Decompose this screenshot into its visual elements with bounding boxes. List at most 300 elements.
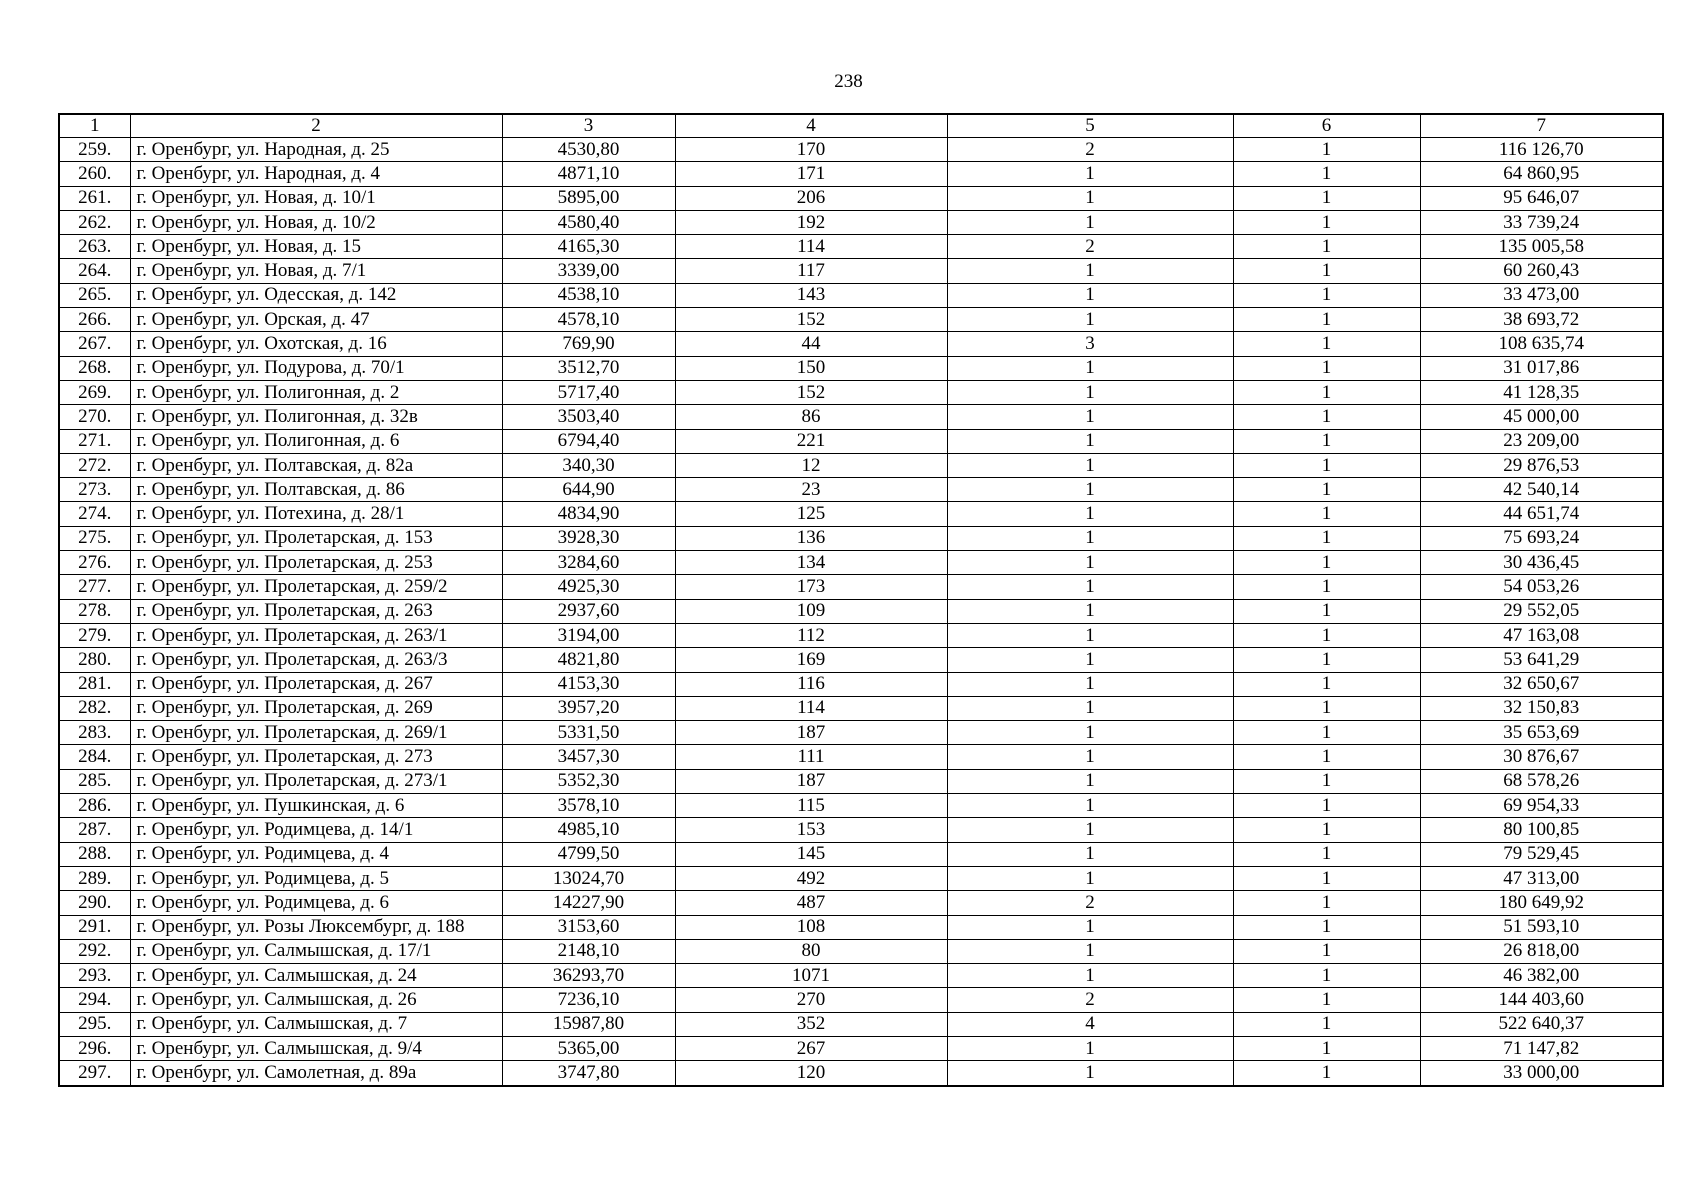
cell-col-flag: 1	[1233, 745, 1420, 769]
cell-col-area: 5331,50	[502, 721, 675, 745]
cell-col-flag: 1	[1233, 259, 1420, 283]
cell-col-residents: 109	[675, 599, 947, 623]
cell-col-amount: 29 552,05	[1420, 599, 1663, 623]
cell-col-residents: 114	[675, 696, 947, 720]
cell-col-number: 290.	[59, 891, 130, 915]
cell-col-flag: 1	[1233, 283, 1420, 307]
cell-col-address: г. Оренбург, ул. Полигонная, д. 2	[130, 380, 502, 404]
cell-col-area: 4821,80	[502, 648, 675, 672]
cell-col-residents: 270	[675, 988, 947, 1012]
cell-col-count: 1	[947, 308, 1233, 332]
cell-col-address: г. Оренбург, ул. Новая, д. 10/2	[130, 210, 502, 234]
cell-col-count: 1	[947, 648, 1233, 672]
cell-col-count: 1	[947, 842, 1233, 866]
cell-col-amount: 26 818,00	[1420, 939, 1663, 963]
cell-col-flag: 1	[1233, 138, 1420, 162]
cell-col-amount: 47 313,00	[1420, 866, 1663, 890]
cell-col-flag: 1	[1233, 842, 1420, 866]
cell-col-flag: 1	[1233, 696, 1420, 720]
cell-col-amount: 29 876,53	[1420, 453, 1663, 477]
cell-col-number: 295.	[59, 1012, 130, 1036]
cell-col-number: 260.	[59, 162, 130, 186]
cell-col-area: 5365,00	[502, 1036, 675, 1060]
cell-col-area: 4538,10	[502, 283, 675, 307]
cell-col-count: 1	[947, 186, 1233, 210]
cell-col-amount: 32 150,83	[1420, 696, 1663, 720]
cell-col-flag: 1	[1233, 332, 1420, 356]
cell-col-amount: 30 436,45	[1420, 551, 1663, 575]
cell-col-count: 1	[947, 551, 1233, 575]
cell-col-address: г. Оренбург, ул. Пролетарская, д. 273	[130, 745, 502, 769]
cell-col-residents: 116	[675, 672, 947, 696]
cell-col-area: 4580,40	[502, 210, 675, 234]
table-row	[59, 866, 1663, 890]
cell-col-area: 4153,30	[502, 672, 675, 696]
cell-col-count: 1	[947, 745, 1233, 769]
cell-col-address: г. Оренбург, ул. Салмышская, д. 7	[130, 1012, 502, 1036]
cell-col-residents: 187	[675, 769, 947, 793]
header-col-count: 5	[947, 114, 1233, 138]
table-row	[59, 429, 1663, 453]
cell-col-address: г. Оренбург, ул. Пролетарская, д. 273/1	[130, 769, 502, 793]
cell-col-area: 36293,70	[502, 964, 675, 988]
cell-col-residents: 153	[675, 818, 947, 842]
cell-col-amount: 23 209,00	[1420, 429, 1663, 453]
cell-col-residents: 115	[675, 794, 947, 818]
cell-col-amount: 38 693,72	[1420, 308, 1663, 332]
cell-col-count: 1	[947, 915, 1233, 939]
cell-col-flag: 1	[1233, 380, 1420, 404]
cell-col-area: 3747,80	[502, 1061, 675, 1086]
cell-col-address: г. Оренбург, ул. Пролетарская, д. 263	[130, 599, 502, 623]
cell-col-flag: 1	[1233, 672, 1420, 696]
cell-col-address: г. Оренбург, ул. Одесская, д. 142	[130, 283, 502, 307]
cell-col-area: 769,90	[502, 332, 675, 356]
cell-col-number: 272.	[59, 453, 130, 477]
cell-col-amount: 32 650,67	[1420, 672, 1663, 696]
table-row	[59, 794, 1663, 818]
cell-col-area: 4530,80	[502, 138, 675, 162]
cell-col-area: 4985,10	[502, 818, 675, 842]
housing-table	[58, 113, 1664, 1087]
cell-col-flag: 1	[1233, 648, 1420, 672]
table-row	[59, 551, 1663, 575]
table-row	[59, 915, 1663, 939]
cell-col-flag: 1	[1233, 794, 1420, 818]
cell-col-flag: 1	[1233, 915, 1420, 939]
cell-col-amount: 42 540,14	[1420, 478, 1663, 502]
cell-col-residents: 187	[675, 721, 947, 745]
cell-col-residents: 152	[675, 380, 947, 404]
cell-col-number: 280.	[59, 648, 130, 672]
cell-col-count: 1	[947, 478, 1233, 502]
table-row	[59, 259, 1663, 283]
cell-col-flag: 1	[1233, 1012, 1420, 1036]
cell-col-number: 266.	[59, 308, 130, 332]
cell-col-number: 294.	[59, 988, 130, 1012]
cell-col-count: 1	[947, 162, 1233, 186]
table-row	[59, 138, 1663, 162]
cell-col-amount: 80 100,85	[1420, 818, 1663, 842]
cell-col-address: г. Оренбург, ул. Новая, д. 7/1	[130, 259, 502, 283]
cell-col-amount: 116 126,70	[1420, 138, 1663, 162]
cell-col-number: 263.	[59, 235, 130, 259]
cell-col-area: 4165,30	[502, 235, 675, 259]
cell-col-residents: 86	[675, 405, 947, 429]
cell-col-count: 2	[947, 138, 1233, 162]
cell-col-amount: 41 128,35	[1420, 380, 1663, 404]
table-body	[59, 138, 1663, 1086]
cell-col-count: 1	[947, 405, 1233, 429]
cell-col-residents: 206	[675, 186, 947, 210]
table-row	[59, 964, 1663, 988]
cell-col-address: г. Оренбург, ул. Пролетарская, д. 259/2	[130, 575, 502, 599]
cell-col-amount: 69 954,33	[1420, 794, 1663, 818]
cell-col-address: г. Оренбург, ул. Полигонная, д. 32в	[130, 405, 502, 429]
cell-col-residents: 150	[675, 356, 947, 380]
cell-col-number: 285.	[59, 769, 130, 793]
cell-col-amount: 60 260,43	[1420, 259, 1663, 283]
cell-col-number: 269.	[59, 380, 130, 404]
cell-col-number: 279.	[59, 623, 130, 647]
cell-col-residents: 112	[675, 623, 947, 647]
cell-col-number: 262.	[59, 210, 130, 234]
cell-col-address: г. Оренбург, ул. Народная, д. 25	[130, 138, 502, 162]
cell-col-address: г. Оренбург, ул. Родимцева, д. 4	[130, 842, 502, 866]
cell-col-residents: 114	[675, 235, 947, 259]
cell-col-area: 5352,30	[502, 769, 675, 793]
cell-col-area: 6794,40	[502, 429, 675, 453]
cell-col-address: г. Оренбург, ул. Пролетарская, д. 253	[130, 551, 502, 575]
cell-col-number: 289.	[59, 866, 130, 890]
cell-col-address: г. Оренбург, ул. Полтавская, д. 82а	[130, 453, 502, 477]
cell-col-residents: 80	[675, 939, 947, 963]
cell-col-address: г. Оренбург, ул. Орская, д. 47	[130, 308, 502, 332]
cell-col-area: 2148,10	[502, 939, 675, 963]
cell-col-number: 288.	[59, 842, 130, 866]
cell-col-amount: 68 578,26	[1420, 769, 1663, 793]
table-row	[59, 818, 1663, 842]
cell-col-flag: 1	[1233, 818, 1420, 842]
cell-col-number: 274.	[59, 502, 130, 526]
cell-col-residents: 492	[675, 866, 947, 890]
cell-col-amount: 79 529,45	[1420, 842, 1663, 866]
table-row	[59, 696, 1663, 720]
cell-col-amount: 33 000,00	[1420, 1061, 1663, 1086]
cell-col-flag: 1	[1233, 988, 1420, 1012]
cell-col-flag: 1	[1233, 866, 1420, 890]
table-row	[59, 648, 1663, 672]
cell-col-flag: 1	[1233, 502, 1420, 526]
cell-col-residents: 267	[675, 1036, 947, 1060]
cell-col-amount: 53 641,29	[1420, 648, 1663, 672]
cell-col-count: 1	[947, 721, 1233, 745]
cell-col-amount: 44 651,74	[1420, 502, 1663, 526]
cell-col-count: 1	[947, 429, 1233, 453]
cell-col-flag: 1	[1233, 405, 1420, 429]
cell-col-area: 3457,30	[502, 745, 675, 769]
cell-col-flag: 1	[1233, 453, 1420, 477]
cell-col-amount: 95 646,07	[1420, 186, 1663, 210]
cell-col-address: г. Оренбург, ул. Салмышская, д. 24	[130, 964, 502, 988]
cell-col-residents: 125	[675, 502, 947, 526]
cell-col-flag: 1	[1233, 162, 1420, 186]
cell-col-number: 287.	[59, 818, 130, 842]
table-row	[59, 332, 1663, 356]
cell-col-address: г. Оренбург, ул. Родимцева, д. 6	[130, 891, 502, 915]
cell-col-flag: 1	[1233, 721, 1420, 745]
cell-col-count: 1	[947, 672, 1233, 696]
cell-col-flag: 1	[1233, 235, 1420, 259]
cell-col-area: 3503,40	[502, 405, 675, 429]
cell-col-flag: 1	[1233, 964, 1420, 988]
cell-col-flag: 1	[1233, 478, 1420, 502]
table-row	[59, 283, 1663, 307]
header-col-area: 3	[502, 114, 675, 138]
table-row	[59, 380, 1663, 404]
cell-col-flag: 1	[1233, 551, 1420, 575]
cell-col-amount: 45 000,00	[1420, 405, 1663, 429]
cell-col-residents: 12	[675, 453, 947, 477]
table-row	[59, 939, 1663, 963]
cell-col-area: 3194,00	[502, 623, 675, 647]
cell-col-flag: 1	[1233, 891, 1420, 915]
cell-col-address: г. Оренбург, ул. Пушкинская, д. 6	[130, 794, 502, 818]
cell-col-number: 276.	[59, 551, 130, 575]
cell-col-amount: 71 147,82	[1420, 1036, 1663, 1060]
cell-col-count: 1	[947, 356, 1233, 380]
cell-col-number: 259.	[59, 138, 130, 162]
cell-col-address: г. Оренбург, ул. Пролетарская, д. 269/1	[130, 721, 502, 745]
cell-col-amount: 522 640,37	[1420, 1012, 1663, 1036]
cell-col-area: 3339,00	[502, 259, 675, 283]
cell-col-count: 1	[947, 769, 1233, 793]
cell-col-area: 7236,10	[502, 988, 675, 1012]
cell-col-flag: 1	[1233, 769, 1420, 793]
table-row	[59, 308, 1663, 332]
cell-col-count: 2	[947, 891, 1233, 915]
cell-col-area: 13024,70	[502, 866, 675, 890]
table-row	[59, 745, 1663, 769]
cell-col-residents: 134	[675, 551, 947, 575]
cell-col-area: 3957,20	[502, 696, 675, 720]
table-row	[59, 891, 1663, 915]
table-row	[59, 1061, 1663, 1086]
cell-col-residents: 143	[675, 283, 947, 307]
cell-col-flag: 1	[1233, 429, 1420, 453]
cell-col-flag: 1	[1233, 939, 1420, 963]
cell-col-amount: 144 403,60	[1420, 988, 1663, 1012]
cell-col-number: 296.	[59, 1036, 130, 1060]
cell-col-address: г. Оренбург, ул. Салмышская, д. 17/1	[130, 939, 502, 963]
cell-col-count: 2	[947, 988, 1233, 1012]
cell-col-number: 282.	[59, 696, 130, 720]
cell-col-count: 1	[947, 794, 1233, 818]
cell-col-amount: 33 473,00	[1420, 283, 1663, 307]
cell-col-address: г. Оренбург, ул. Новая, д. 15	[130, 235, 502, 259]
cell-col-flag: 1	[1233, 526, 1420, 550]
cell-col-amount: 135 005,58	[1420, 235, 1663, 259]
header-col-residents: 4	[675, 114, 947, 138]
cell-col-residents: 169	[675, 648, 947, 672]
table-row	[59, 478, 1663, 502]
cell-col-area: 5895,00	[502, 186, 675, 210]
cell-col-number: 297.	[59, 1061, 130, 1086]
cell-col-number: 264.	[59, 259, 130, 283]
cell-col-address: г. Оренбург, ул. Пролетарская, д. 263/1	[130, 623, 502, 647]
cell-col-number: 268.	[59, 356, 130, 380]
cell-col-count: 1	[947, 599, 1233, 623]
cell-col-residents: 111	[675, 745, 947, 769]
table-row	[59, 235, 1663, 259]
cell-col-count: 1	[947, 575, 1233, 599]
table-row	[59, 453, 1663, 477]
cell-col-count: 1	[947, 818, 1233, 842]
cell-col-address: г. Оренбург, ул. Розы Люксембург, д. 188	[130, 915, 502, 939]
cell-col-number: 261.	[59, 186, 130, 210]
cell-col-flag: 1	[1233, 356, 1420, 380]
cell-col-residents: 108	[675, 915, 947, 939]
cell-col-count: 1	[947, 380, 1233, 404]
cell-col-residents: 1071	[675, 964, 947, 988]
cell-col-area: 4799,50	[502, 842, 675, 866]
table-row	[59, 162, 1663, 186]
table-row	[59, 842, 1663, 866]
cell-col-area: 3284,60	[502, 551, 675, 575]
cell-col-address: г. Оренбург, ул. Салмышская, д. 26	[130, 988, 502, 1012]
cell-col-count: 1	[947, 210, 1233, 234]
header-col-amount: 7	[1420, 114, 1663, 138]
cell-col-address: г. Оренбург, ул. Народная, д. 4	[130, 162, 502, 186]
cell-col-number: 275.	[59, 526, 130, 550]
cell-col-residents: 136	[675, 526, 947, 550]
table-row	[59, 186, 1663, 210]
cell-col-residents: 44	[675, 332, 947, 356]
cell-col-amount: 35 653,69	[1420, 721, 1663, 745]
cell-col-area: 3578,10	[502, 794, 675, 818]
cell-col-number: 291.	[59, 915, 130, 939]
cell-col-number: 271.	[59, 429, 130, 453]
cell-col-residents: 171	[675, 162, 947, 186]
cell-col-number: 286.	[59, 794, 130, 818]
header-col-address: 2	[130, 114, 502, 138]
cell-col-number: 277.	[59, 575, 130, 599]
table-row	[59, 623, 1663, 647]
cell-col-number: 267.	[59, 332, 130, 356]
cell-col-count: 1	[947, 623, 1233, 647]
cell-col-count: 1	[947, 502, 1233, 526]
cell-col-amount: 46 382,00	[1420, 964, 1663, 988]
cell-col-number: 292.	[59, 939, 130, 963]
cell-col-amount: 30 876,67	[1420, 745, 1663, 769]
cell-col-count: 1	[947, 453, 1233, 477]
cell-col-area: 5717,40	[502, 380, 675, 404]
cell-col-flag: 1	[1233, 308, 1420, 332]
cell-col-flag: 1	[1233, 599, 1420, 623]
cell-col-area: 4834,90	[502, 502, 675, 526]
cell-col-flag: 1	[1233, 575, 1420, 599]
table-row	[59, 210, 1663, 234]
cell-col-amount: 75 693,24	[1420, 526, 1663, 550]
cell-col-address: г. Оренбург, ул. Пролетарская, д. 267	[130, 672, 502, 696]
cell-col-count: 1	[947, 1061, 1233, 1086]
cell-col-amount: 33 739,24	[1420, 210, 1663, 234]
table-row	[59, 672, 1663, 696]
cell-col-area: 3153,60	[502, 915, 675, 939]
cell-col-residents: 192	[675, 210, 947, 234]
cell-col-residents: 120	[675, 1061, 947, 1086]
cell-col-address: г. Оренбург, ул. Салмышская, д. 9/4	[130, 1036, 502, 1060]
cell-col-residents: 145	[675, 842, 947, 866]
header-col-flag: 6	[1233, 114, 1420, 138]
cell-col-amount: 180 649,92	[1420, 891, 1663, 915]
table-row	[59, 988, 1663, 1012]
cell-col-address: г. Оренбург, ул. Охотская, д. 16	[130, 332, 502, 356]
cell-col-address: г. Оренбург, ул. Родимцева, д. 5	[130, 866, 502, 890]
table-row	[59, 356, 1663, 380]
table-row	[59, 599, 1663, 623]
cell-col-flag: 1	[1233, 1036, 1420, 1060]
cell-col-residents: 152	[675, 308, 947, 332]
cell-col-amount: 64 860,95	[1420, 162, 1663, 186]
cell-col-area: 4871,10	[502, 162, 675, 186]
table-row	[59, 1012, 1663, 1036]
cell-col-address: г. Оренбург, ул. Самолетная, д. 89а	[130, 1061, 502, 1086]
cell-col-number: 281.	[59, 672, 130, 696]
cell-col-address: г. Оренбург, ул. Полтавская, д. 86	[130, 478, 502, 502]
header-col-number: 1	[59, 114, 130, 138]
table-row	[59, 721, 1663, 745]
cell-col-residents: 221	[675, 429, 947, 453]
table-row	[59, 502, 1663, 526]
table-row	[59, 769, 1663, 793]
cell-col-flag: 1	[1233, 623, 1420, 647]
cell-col-residents: 352	[675, 1012, 947, 1036]
cell-col-flag: 1	[1233, 210, 1420, 234]
cell-col-residents: 170	[675, 138, 947, 162]
cell-col-number: 293.	[59, 964, 130, 988]
cell-col-area: 340,30	[502, 453, 675, 477]
cell-col-address: г. Оренбург, ул. Пролетарская, д. 153	[130, 526, 502, 550]
cell-col-area: 4578,10	[502, 308, 675, 332]
cell-col-address: г. Оренбург, ул. Новая, д. 10/1	[130, 186, 502, 210]
cell-col-amount: 47 163,08	[1420, 623, 1663, 647]
cell-col-number: 265.	[59, 283, 130, 307]
cell-col-count: 1	[947, 283, 1233, 307]
table-row	[59, 1036, 1663, 1060]
cell-col-residents: 173	[675, 575, 947, 599]
cell-col-area: 14227,90	[502, 891, 675, 915]
cell-col-count: 1	[947, 964, 1233, 988]
page-number: 238	[834, 71, 863, 92]
cell-col-number: 273.	[59, 478, 130, 502]
cell-col-count: 1	[947, 696, 1233, 720]
cell-col-number: 278.	[59, 599, 130, 623]
cell-col-count: 1	[947, 259, 1233, 283]
cell-col-area: 2937,60	[502, 599, 675, 623]
cell-col-count: 2	[947, 235, 1233, 259]
cell-col-flag: 1	[1233, 186, 1420, 210]
cell-col-area: 15987,80	[502, 1012, 675, 1036]
cell-col-amount: 108 635,74	[1420, 332, 1663, 356]
cell-col-number: 284.	[59, 745, 130, 769]
cell-col-number: 270.	[59, 405, 130, 429]
cell-col-number: 283.	[59, 721, 130, 745]
cell-col-count: 1	[947, 1036, 1233, 1060]
cell-col-count: 4	[947, 1012, 1233, 1036]
cell-col-count: 3	[947, 332, 1233, 356]
cell-col-amount: 54 053,26	[1420, 575, 1663, 599]
